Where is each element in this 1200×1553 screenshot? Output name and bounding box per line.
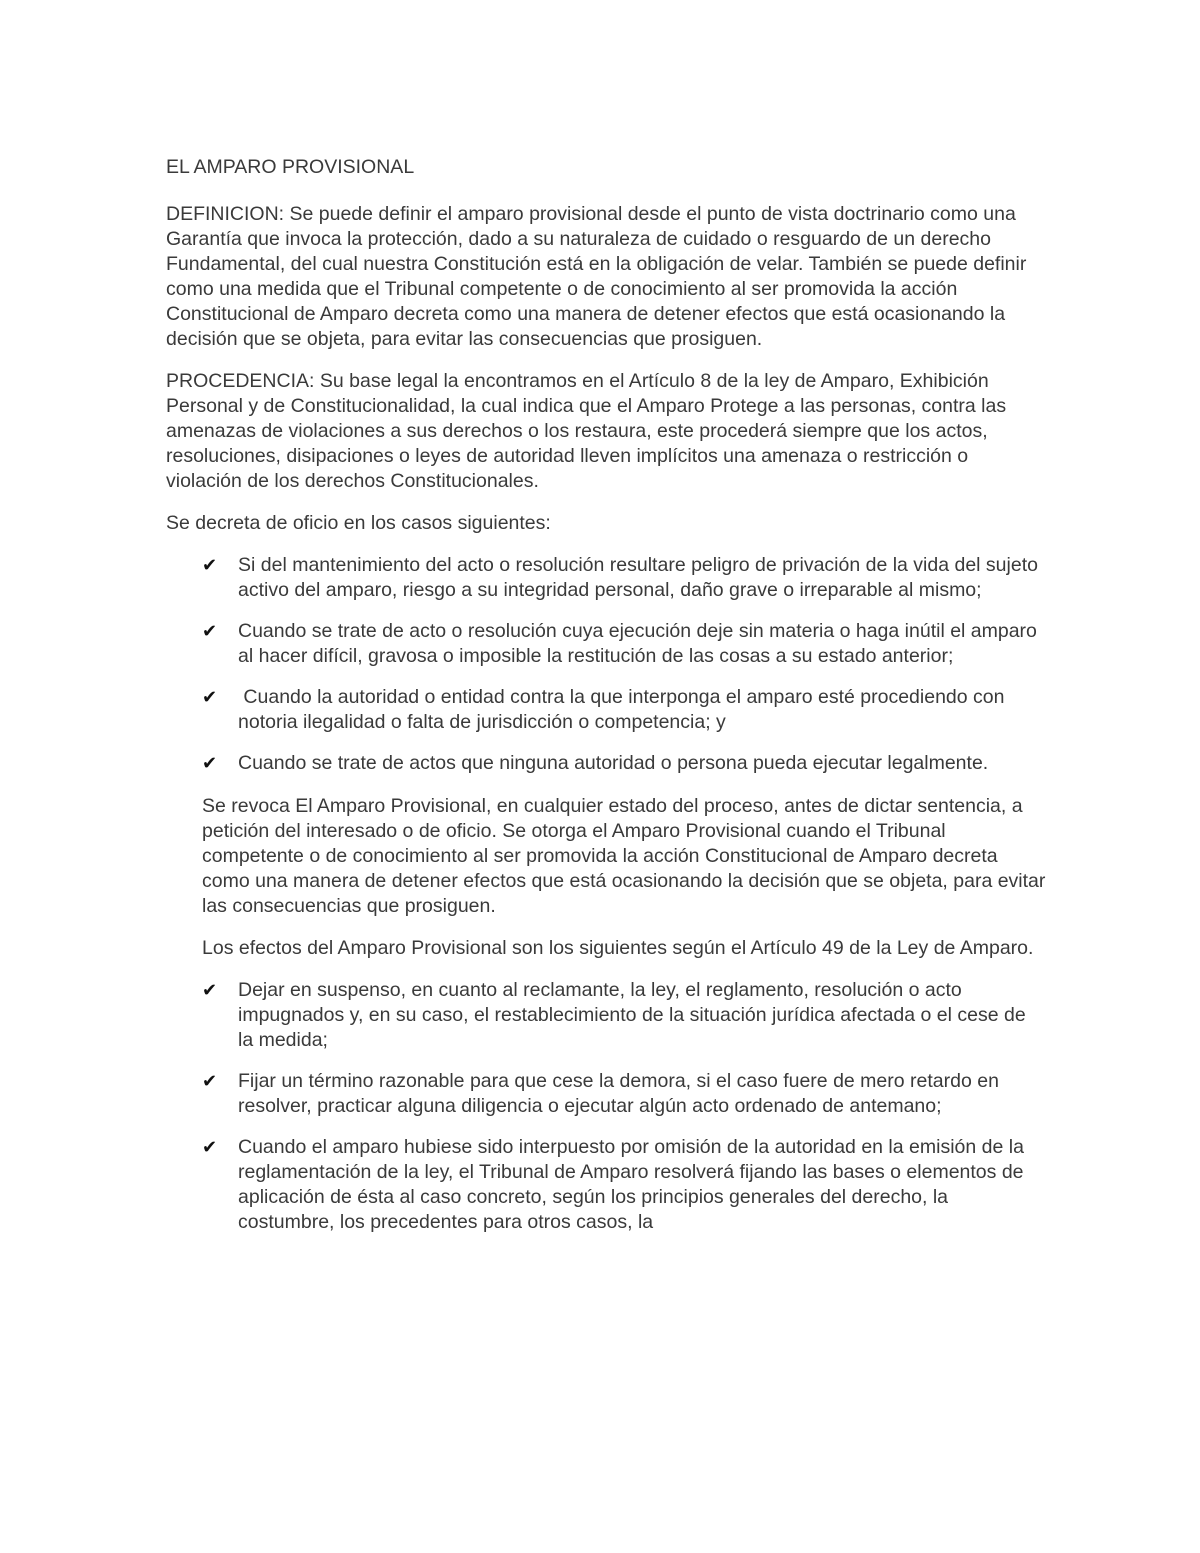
list-item-text: Cuando se trate de actos que ninguna autoridad o persona pueda ejecutar legalmente. [238,752,989,774]
list-item-text: Cuando la autoridad o entidad contra la que interponga el amparo esté procediendo con notoria ilegalidad o falta de jurisdicción o competencia; y [238,686,1010,733]
procedencia-paragraph: PROCEDENCIA: Su base legal la encontramos en el Artículo 8 de la ley de Amparo, Exhibición Personal y de Constitucionalidad, la cual indica que el Amparo Protege a las personas, contra las amenazas de violaciones a sus derechos o los restaura, este procederá siempre que los actos, resoluciones, disipaciones o leyes de autoridad lleven implícitos una amenaza o restricción o violación de los derechos Constitucionales. [166,370,1007,492]
check-icon: ✔ [202,1137,218,1158]
check-icon: ✔ [202,753,218,774]
list-item [202,553,1046,603]
list-item [202,751,1046,776]
efectos-intro: Los efectos del Amparo Provisional son los siguientes según el Artículo 49 de la Ley de Amparo. [202,937,1034,959]
check-icon: ✔ [202,1071,218,1092]
oficio-intro: Se decreta de oficio en los casos siguientes: [166,512,551,534]
document-title: EL AMPARO PROVISIONAL [166,156,415,178]
check-icon: ✔ [202,687,218,708]
check-icon: ✔ [202,980,218,1001]
list-item [202,978,1046,1053]
document-page [166,155,1046,1253]
definicion-paragraph: DEFINICION: Se puede definir el amparo provisional desde el punto de vista doctrinario como una Garantía que invoca la protección, dado a su naturaleza de cuidado o resguardo de un derecho Fundamental, del cual nuestra Constitución está en la obligación de velar. También se puede definir como una medida que el Tribunal competente o de conocimiento al ser promovida la acción Constitucional de Amparo decreta como una manera de detener efectos que está ocasionando la decisión que se objeta, para evitar las consecuencias que prosiguen. [166,203,1027,350]
list-item-text: Dejar en suspenso, en cuanto al reclamante, la ley, el reglamento, resolución o acto impugnados y, en su caso, el restablecimiento de la situación jurídica afectada o el cese de la medida; [238,979,1026,1051]
check-icon: ✔ [202,555,218,576]
list-item-text: Cuando el amparo hubiese sido interpuesto por omisión de la autoridad en la emisión de la reglamentación de la ley, el Tribunal de Amparo resolverá fijando las bases o elementos de aplicación de ésta al caso concreto, según los principios generales del derecho, la costumbre, los precedentes para otros casos, la [238,1136,1024,1233]
revoca-paragraph: Se revoca El Amparo Provisional, en cualquier estado del proceso, antes de dictar sentencia, a petición del interesado o de oficio. Se otorga el Amparo Provisional cuando el Tribunal competente o de conocimiento al ser promovida la acción Constitucional de Amparo decreta como una manera de detener efectos que está ocasionando la decisión que se objeta, para evitar las consecuencias que prosiguen. [202,795,1046,917]
list-item [202,619,1046,669]
list-item [202,1069,1046,1119]
list-item-text: Cuando se trate de acto o resolución cuya ejecución deje sin materia o haga inútil el amparo al hacer difícil, gravosa o imposible la restitución de las cosas a su estado anterior; [238,620,1037,667]
oficio-checklist [202,553,1046,776]
check-icon: ✔ [202,621,218,642]
efectos-checklist [202,978,1046,1235]
list-item [202,1135,1046,1235]
list-item-text: Si del mantenimiento del acto o resolución resultare peligro de privación de la vida del sujeto activo del amparo, riesgo a su integridad personal, daño grave o irreparable al mismo; [238,554,1038,601]
list-item-text: Fijar un término razonable para que cese la demora, si el caso fuere de mero retardo en resolver, practicar alguna diligencia o ejecutar algún acto ordenado de antemano; [238,1070,999,1117]
list-item [202,685,1046,735]
